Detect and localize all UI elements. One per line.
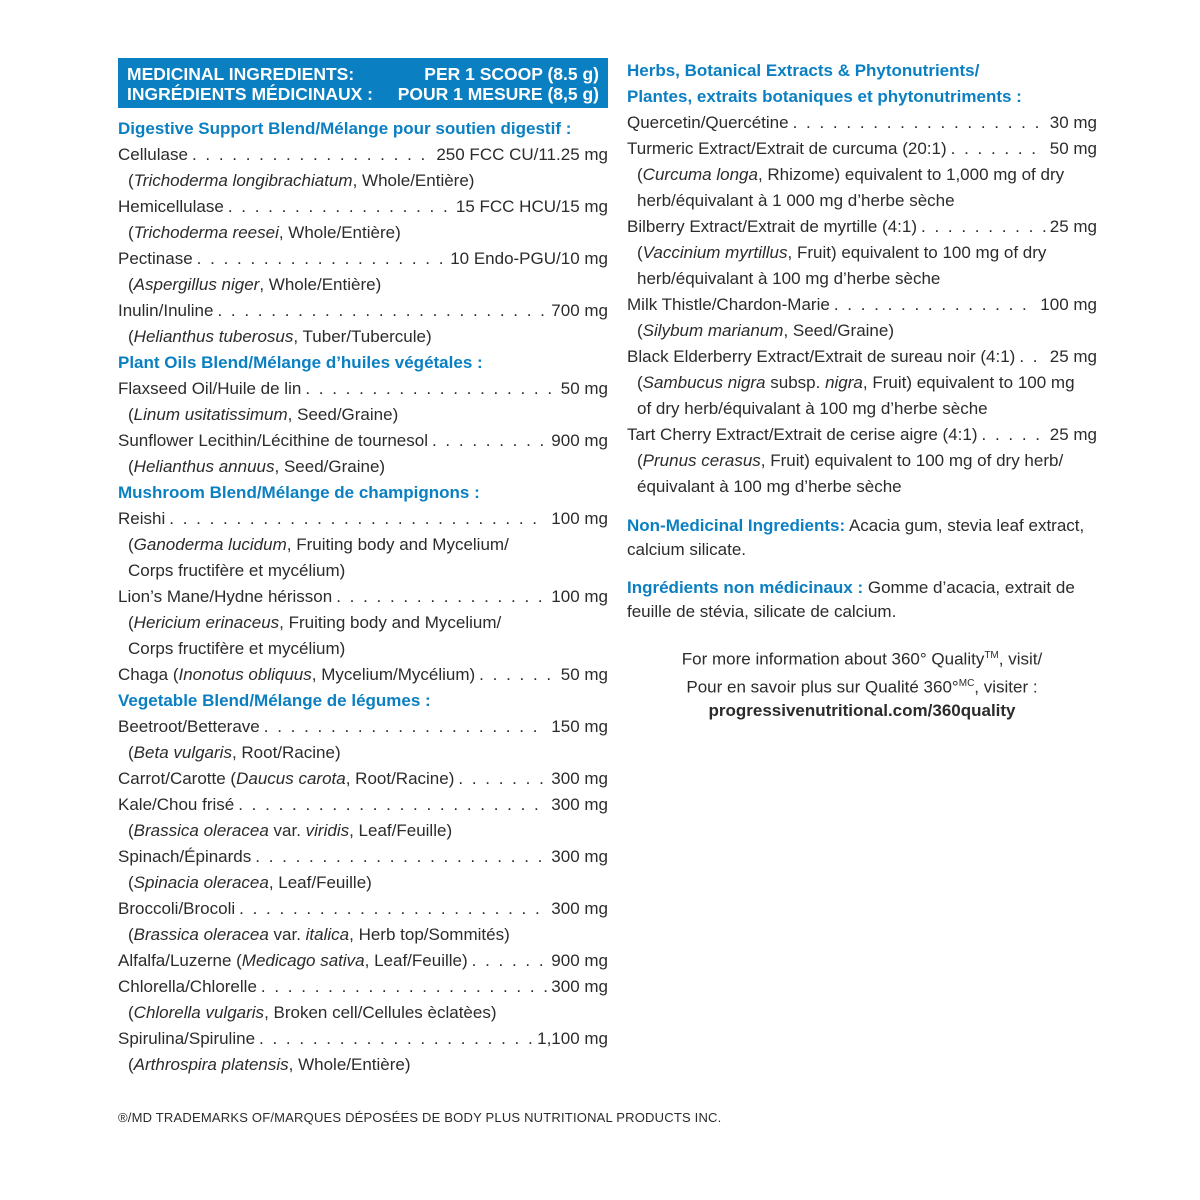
ingredient-source: (Sambucus nigra subsp. nigra, Fruit) equivalent to 100 mg [637,373,1075,392]
ingredient-chlorella: Chlorella/Chlorelle . . . 300 mg [118,974,608,1000]
header-serving-fr: POUR 1 MESURE (8,5 g) [397,84,599,104]
ingredient-chaga: Chaga (Inonotus obliquus, Mycelium/Mycélium) . . . 50 mg [118,662,608,688]
ingredient-tart-cherry: Tart Cherry Extract/Extrait de cerise aigre (4:1) . . . 25 mg [627,422,1097,448]
herbs-title-fr: Plantes, extraits botaniques et phytonutriments : [627,87,1022,106]
ingredient-source: (Brassica oleracea var. viridis, Leaf/Feuille) [128,821,453,840]
ingredient-source-cont: herb/équivalant à 100 mg d’herbe sèche [637,269,941,288]
ingredient-alfalfa: Alfalfa/Luzerne (Medicago sativa, Leaf/Feuille) . . . 900 mg [118,948,608,974]
ingredient-beetroot: Beetroot/Betterave . . . 150 mg [118,714,608,740]
ingredient-pectinase: Pectinase . . . 10 Endo-PGU/10 mg [118,246,608,272]
ingredient-source-cont: of dry herb/équivalant à 100 mg d’herbe sèche [637,399,988,418]
non-medicinal-ingredients-en: Non-Medicinal Ingredients: Acacia gum, stevia leaf extract, calcium silicate. [627,516,1085,559]
ingredient-quercetin: Quercetin/Quercétine . . . 30 mg [627,110,1097,136]
ingredient-lions-mane: Lion’s Mane/Hydne hérisson . . . 100 mg [118,584,608,610]
medicinal-ingredients-header [118,58,608,108]
ingredient-sunflower-lecithin: Sunflower Lecithin/Lécithine de tournesol . . . 900 mg [118,428,608,454]
ingredient-flaxseed-oil: Flaxseed Oil/Huile de lin . . . 50 mg [118,376,608,402]
ingredient-source: (Brassica oleracea var. italica, Herb top/Sommités) [128,925,510,944]
ingredient-source: (Chlorella vulgaris, Broken cell/Cellules èclatèes) [128,1003,497,1022]
ingredient-inulin: Inulin/Inuline . . . 700 mg [118,298,608,324]
ingredient-source: (Arthrospira platensis, Whole/Entière) [128,1055,411,1074]
trademark-footer: ®/MD TRADEMARKS OF/MARQUES DÉPOSÉES DE BODY PLUS NUTRITIONAL PRODUCTS INC. [118,1110,722,1125]
ingredient-reishi: Reishi . . . 100 mg [118,506,608,532]
ingredient-bilberry: Bilberry Extract/Extrait de myrtille (4:1) . . . 25 mg [627,214,1097,240]
ingredient-turmeric: Turmeric Extract/Extrait de curcuma (20:1) . . . 50 mg [627,136,1097,162]
ingredient-carrot: Carrot/Carotte (Daucus carota, Root/Racine) . . . 300 mg [118,766,608,792]
ingredient-broccoli: Broccoli/Brocoli . . . 300 mg [118,896,608,922]
ingredient-source-cont: herb/équivalant à 1 000 mg d’herbe sèche [637,191,955,210]
quality-info [627,644,1097,723]
ingredient-source: (Ganoderma lucidum, Fruiting body and Mycelium/ [128,535,509,554]
digestive-blend-title: Digestive Support Blend/Mélange pour soutien digestif : [118,119,572,138]
ingredient-source-cont: équivalant à 100 mg d’herbe sèche [637,477,902,496]
ingredient-source-cont: Corps fructifère et mycélium) [128,561,346,580]
ingredient-source: (Hericium erinaceus, Fruiting body and Mycelium/ [128,613,502,632]
ingredient-source: (Curcuma longa, Rhizome) equivalent to 1,000 mg of dry [637,165,1065,184]
quality-info-en: For more information about 360° Quality™, visit/ [681,649,1043,669]
quality-url: progressivenutritional.com/360quality [708,701,1016,721]
ingredient-source: (Trichoderma reesei, Whole/Entière) [128,223,401,242]
non-medicinal-ingredients-fr: Ingrédients non médicinaux : Gomme d’acacia, extrait de feuille de stévia, silicate de calcium. [627,578,1075,621]
ingredient-source: (Spinacia oleracea, Leaf/Feuille) [128,873,372,892]
plant-oils-blend-title: Plant Oils Blend/Mélange d’huiles végétales : [118,353,483,372]
herbs-title-en: Herbs, Botanical Extracts & Phytonutrients/ [627,61,980,80]
ingredient-source: (Vaccinium myrtillus, Fruit) equivalent to 100 mg of dry [637,243,1047,262]
ingredient-source: (Silybum marianum, Seed/Graine) [637,321,894,340]
ingredient-source: (Linum usitatissimum, Seed/Graine) [128,405,399,424]
ingredient-kale: Kale/Chou frisé . . . 300 mg [118,792,608,818]
quality-info-fr: Pour en savoir plus sur Qualité 360°$^{MC}$, visiter : [686,677,1038,697]
ingredient-black-elderberry: Black Elderberry Extract/Extrait de sureau noir (4:1) . . . 25 mg [627,344,1097,370]
right-column [627,58,1097,723]
ingredient-source: (Trichoderma longibrachiatum, Whole/Entière) [128,171,475,190]
left-column [118,58,608,1078]
ingredient-source: (Aspergillus niger, Whole/Entière) [128,275,382,294]
ingredient-hemicellulase: Hemicellulase . . . 15 FCC HCU/15 mg [118,194,608,220]
mushroom-blend-title: Mushroom Blend/Mélange de champignons : [118,483,480,502]
header-label-fr: INGRÉDIENTS MÉDICINAUX : [127,84,373,104]
ingredient-cellulase: Cellulase . . . 250 FCC CU/11.25 mg [118,142,608,168]
ingredient-milk-thistle: Milk Thistle/Chardon-Marie . . . 100 mg [627,292,1097,318]
ingredient-spinach: Spinach/Épinards . . . 300 mg [118,844,608,870]
header-serving-en: PER 1 SCOOP (8.5 g) [424,64,599,84]
ingredient-source: (Beta vulgaris, Root/Racine) [128,743,341,762]
ingredient-source: (Prunus cerasus, Fruit) equivalent to 100 mg of dry herb/ [637,451,1064,470]
header-label-en: MEDICINAL INGREDIENTS: [127,64,355,84]
ingredient-source: (Helianthus tuberosus, Tuber/Tubercule) [128,327,432,346]
ingredient-source-cont: Corps fructifère et mycélium) [128,639,346,658]
vegetable-blend-title: Vegetable Blend/Mélange de légumes : [118,691,431,710]
ingredient-source: (Helianthus annuus, Seed/Graine) [128,457,386,476]
ingredient-spirulina: Spirulina/Spiruline . . . 1,100 mg [118,1026,608,1052]
